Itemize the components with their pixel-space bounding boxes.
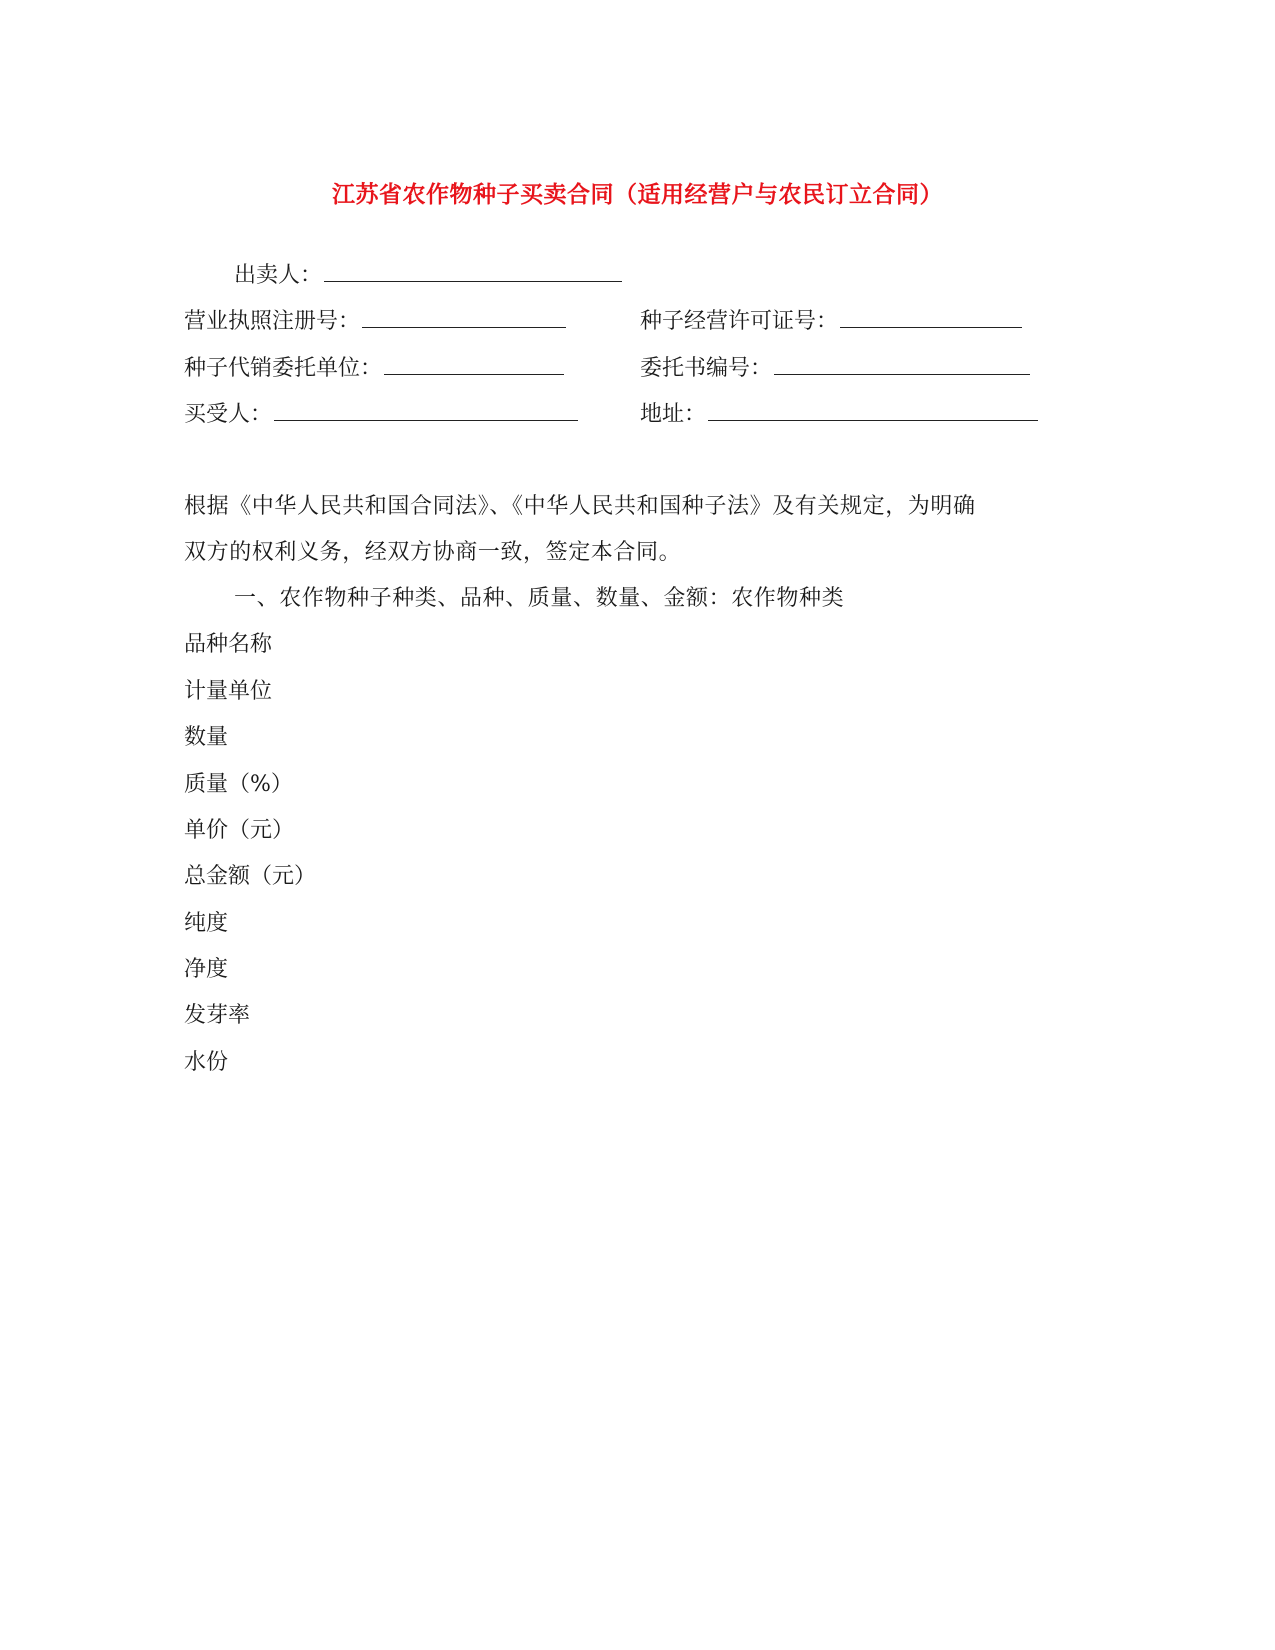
list-item: 数量 <box>184 725 229 750</box>
address-field <box>640 400 1038 430</box>
list-item: 总金额（元） <box>184 864 317 889</box>
warrant-field <box>640 354 1030 384</box>
license-label: 营业执照注册号： <box>184 309 361 334</box>
seed-permit-label: 种子经营许可证号： <box>640 309 839 334</box>
license-blank[interactable] <box>362 307 566 328</box>
buyer-field <box>184 400 578 430</box>
agent-label: 种子代销委托单位： <box>184 356 383 381</box>
list-item: 水份 <box>184 1050 229 1075</box>
list-item: 计量单位 <box>184 679 273 704</box>
list-item: 纯度 <box>184 911 229 936</box>
list-item: 发芽率 <box>184 1003 251 1028</box>
license-field <box>184 307 566 337</box>
preamble-line-1: 根据《中华人民共和国合同法》、《中华人民共和国种子法》及有关规定，为明确 <box>184 494 976 519</box>
warrant-blank[interactable] <box>774 354 1030 375</box>
address-label: 地址： <box>640 402 707 427</box>
section-1-heading: 一、农作物种子种类、品种、质量、数量、金额：农作物种类 <box>234 586 845 611</box>
seller-blank[interactable] <box>324 261 622 282</box>
list-item: 净度 <box>184 957 229 982</box>
agent-field <box>184 354 564 384</box>
seller-label: 出卖人： <box>234 263 323 288</box>
agent-blank[interactable] <box>384 354 564 375</box>
preamble-line-2: 双方的权利义务，经双方协商一致，签定本合同。 <box>184 540 682 565</box>
list-item: 品种名称 <box>184 632 273 657</box>
warrant-label: 委托书编号： <box>640 356 773 381</box>
buyer-blank[interactable] <box>274 400 578 421</box>
list-item: 单价（元） <box>184 818 295 843</box>
address-blank[interactable] <box>708 400 1038 421</box>
list-item: 质量（%） <box>184 772 293 797</box>
seed-permit-blank[interactable] <box>840 307 1022 328</box>
page-title: 江苏省农作物种子买卖合同（适用经营户与农民订立合同） <box>332 181 943 208</box>
buyer-label: 买受人： <box>184 402 273 427</box>
seed-permit-field <box>640 307 1022 337</box>
seller-field <box>234 261 622 291</box>
